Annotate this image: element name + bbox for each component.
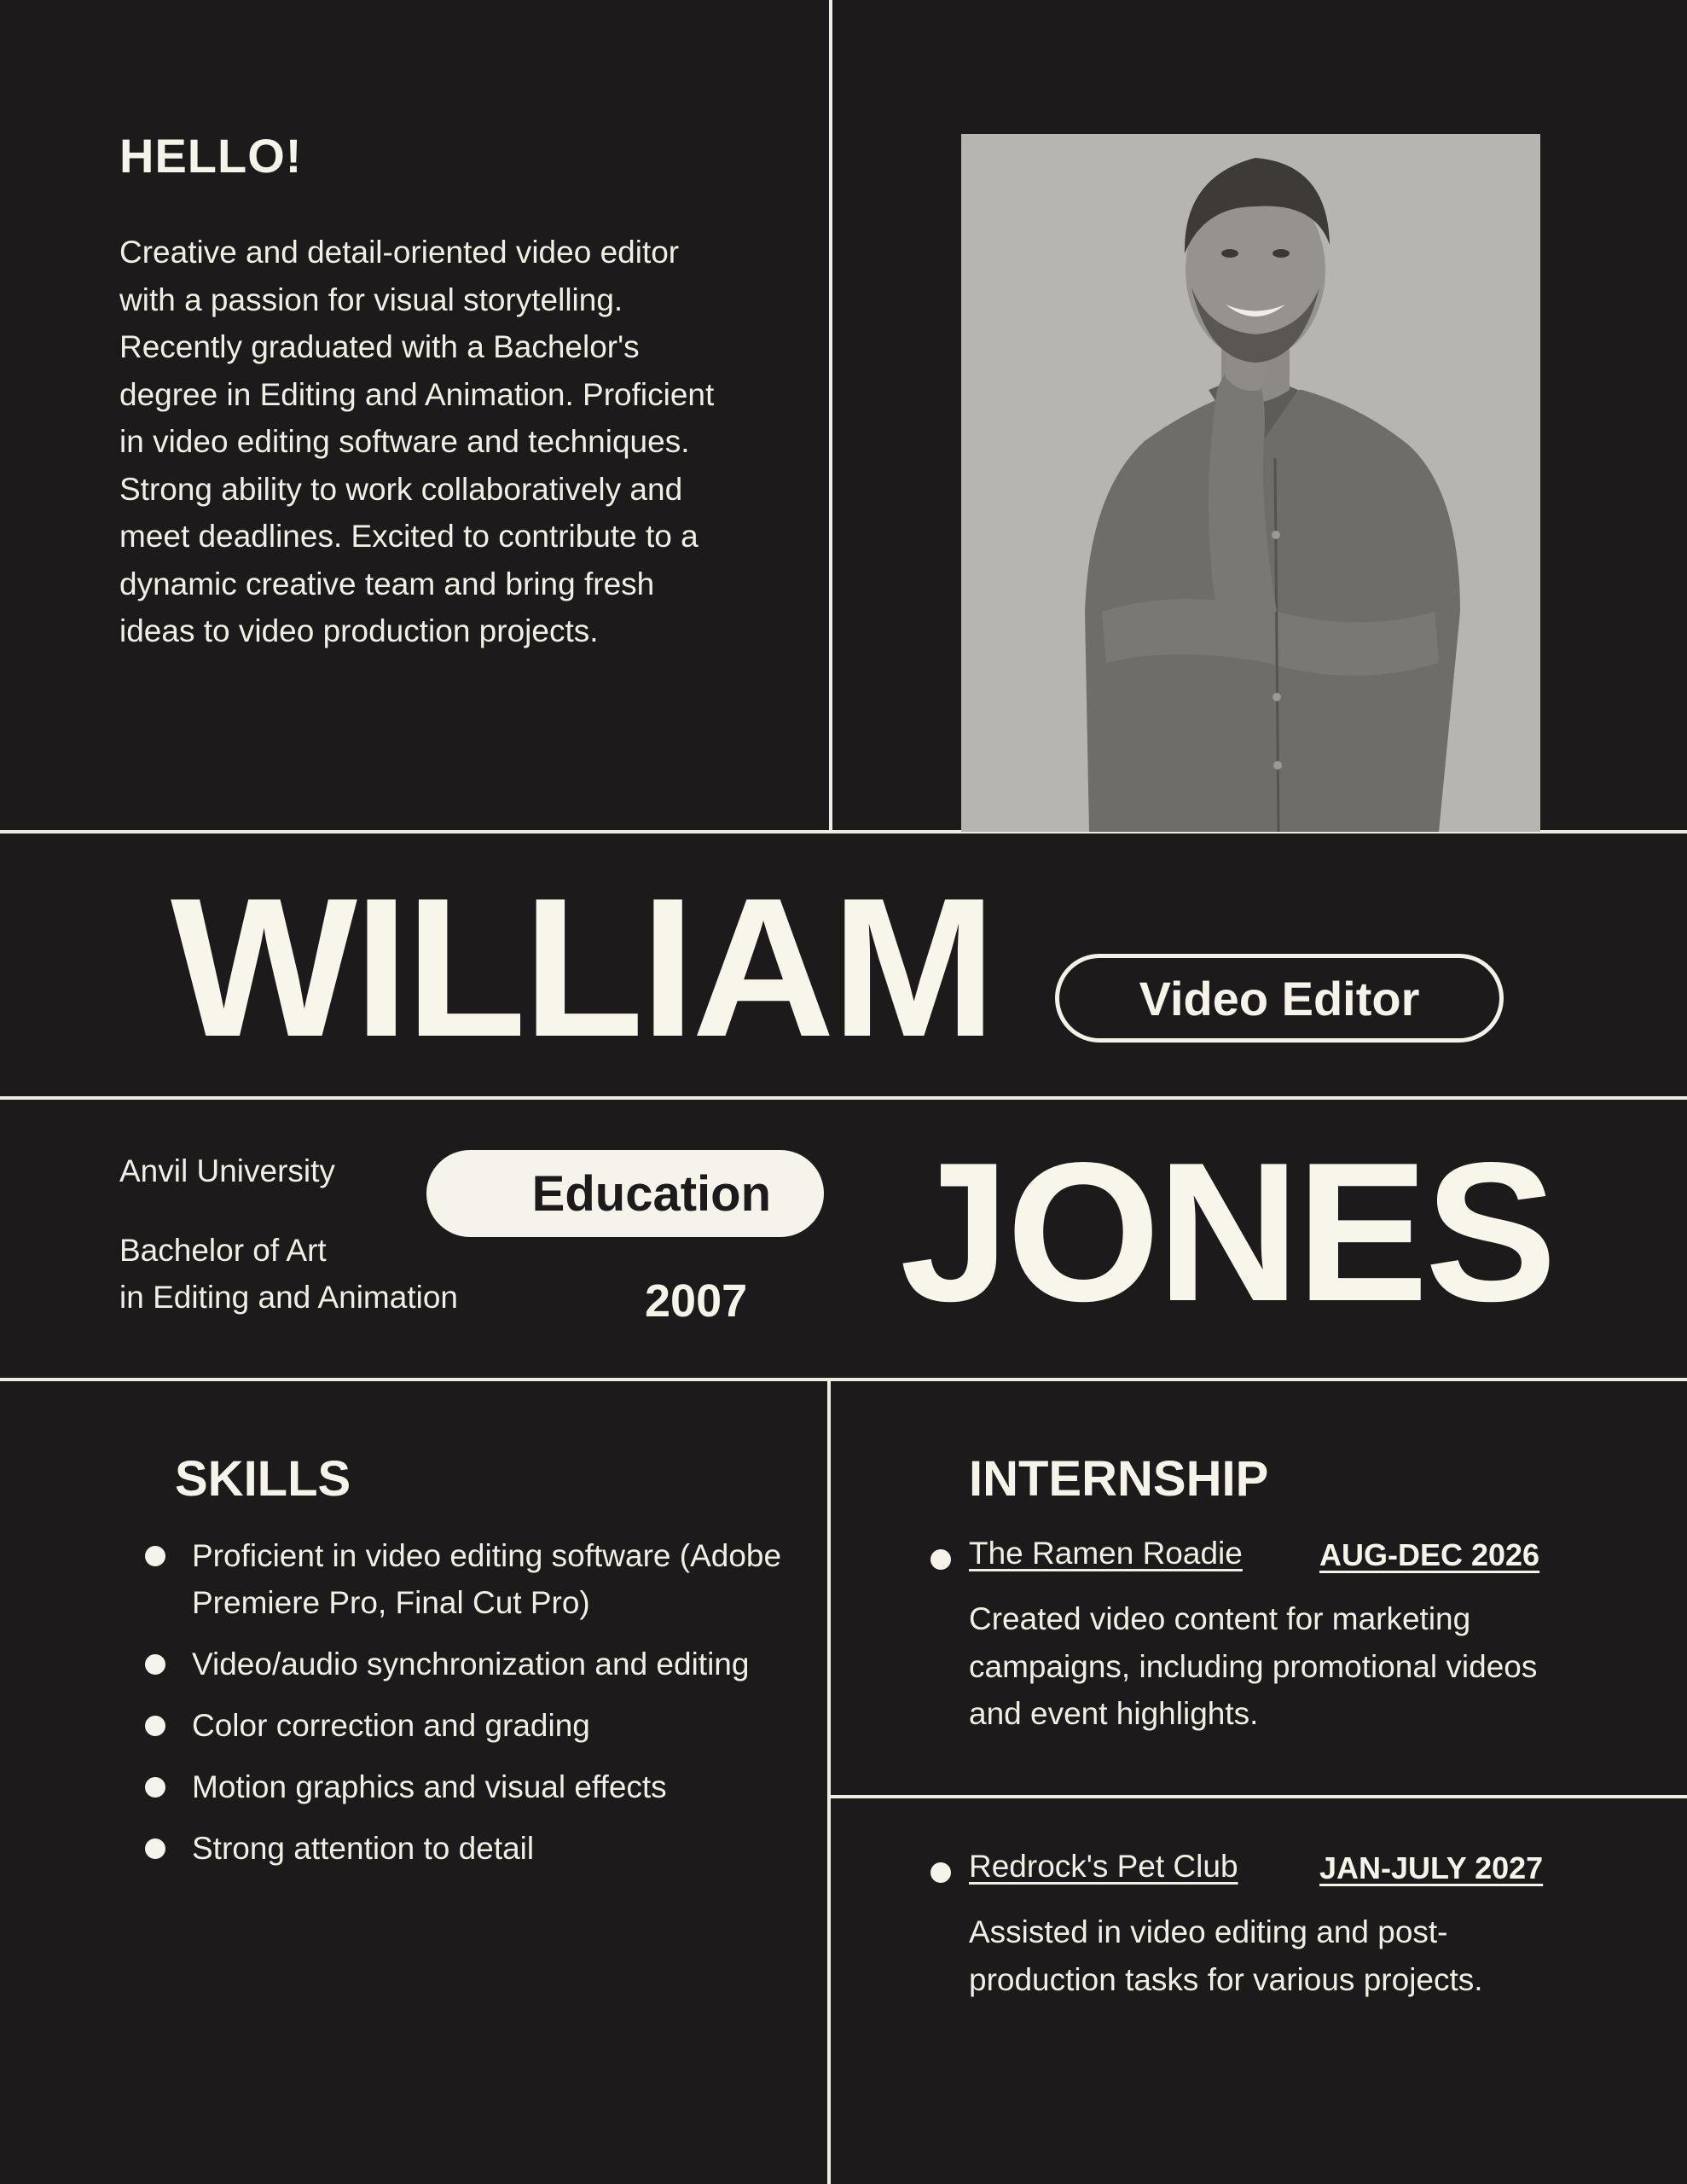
internship-dates: JAN-JULY 2027 [1319, 1850, 1544, 1885]
divider-top-vertical [829, 0, 832, 832]
education-year: 2007 [645, 1275, 748, 1327]
education-badge [426, 1150, 824, 1237]
bullet-icon [930, 1862, 951, 1883]
bullet-icon [145, 1777, 165, 1798]
skills-list [145, 1532, 810, 1886]
bullet-icon [145, 1546, 165, 1566]
skill-text: Color correction and grading [192, 1708, 590, 1743]
internship-description: Assisted in video editing and post-production tasks for various projects. [969, 1914, 1483, 1997]
internship-entry-header [930, 1849, 1579, 1896]
skill-item [145, 1763, 810, 1810]
skill-text: Video/audio synchronization and editing [192, 1647, 750, 1682]
education-degree [119, 1227, 512, 1321]
skill-item [145, 1532, 810, 1626]
bullet-icon [145, 1716, 165, 1736]
hello-heading: HELLO! [119, 129, 303, 183]
job-title-text: Video Editor [1139, 971, 1420, 1025]
internship-description: Created video content for marketing campaigns, including promotional videos and event highlights. [969, 1601, 1538, 1731]
internship-entry [930, 1849, 1579, 2003]
skill-item [145, 1641, 810, 1687]
education-degree-line1: Bachelor of Art [119, 1233, 327, 1268]
education-university: Anvil University [119, 1153, 335, 1188]
first-name: WILLIAM [171, 857, 994, 1078]
internship-dates: AUG-DEC 2026 [1319, 1537, 1540, 1572]
education-label: Education [531, 1165, 771, 1222]
internship-company-link[interactable]: The Ramen Roadie [969, 1536, 1243, 1571]
skills-heading: SKILLS [175, 1451, 351, 1507]
skill-text: Motion graphics and visual effects [192, 1769, 667, 1804]
profile-photo [961, 134, 1540, 832]
internship-heading: INTERNSHIP [969, 1451, 1269, 1507]
divider-bottom-vertical [827, 1380, 831, 2184]
skill-text: Proficient in video editing software (Adobe Premiere Pro, Final Cut Pro) [192, 1538, 782, 1620]
divider-education [0, 1378, 1687, 1381]
internship-company-link[interactable]: Redrock's Pet Club [969, 1849, 1238, 1884]
job-title-badge [1055, 954, 1504, 1043]
divider-internship [829, 1795, 1687, 1798]
bullet-icon [145, 1838, 165, 1859]
internship-entry [930, 1536, 1579, 1738]
skill-text: Strong attention to detail [192, 1831, 535, 1866]
summary-text: Creative and detail-oriented video editor with a passion for visual storytelling. Recently graduated with a Bachelor's degree in Editing and Animation. Proficient in video editing software and techniques. Strong ability to work collaboratively and meet deadlines. Excited to contribute to a dynamic creative team and bring fresh ideas to video production projects. [119, 235, 715, 648]
skill-item [145, 1702, 810, 1749]
skill-item [145, 1825, 810, 1872]
last-name: JONES [900, 1122, 1554, 1343]
bullet-icon [930, 1549, 951, 1570]
portrait-image [961, 134, 1540, 832]
bullet-icon [145, 1654, 165, 1675]
divider-name [0, 1096, 1687, 1100]
internship-entry-header [930, 1536, 1579, 1583]
education-degree-line2: in Editing and Animation [119, 1280, 458, 1315]
